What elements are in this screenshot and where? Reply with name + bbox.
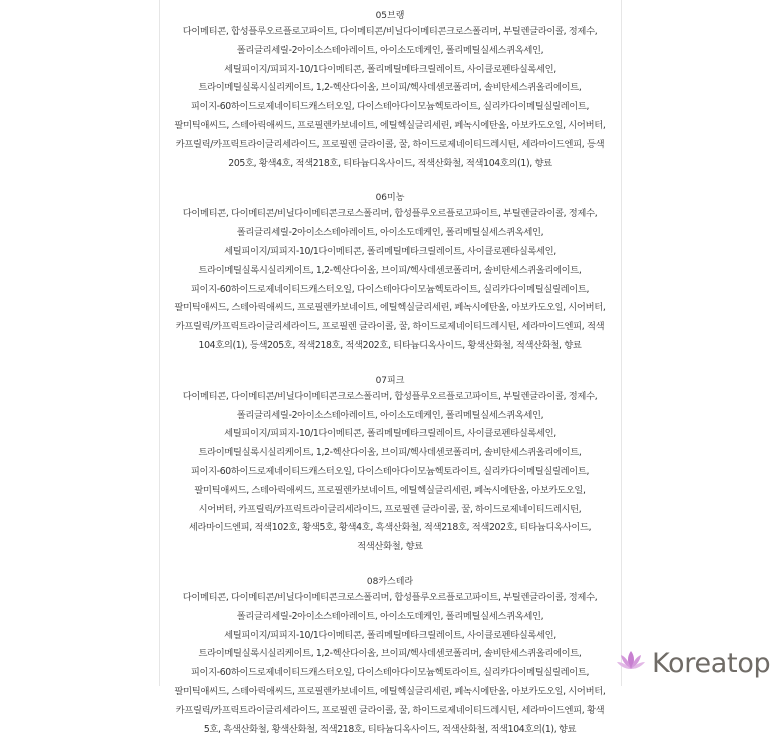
ingredient-line: 트라이메틸실록시실리케이트, 1,2-헥산다이올, 브이피/헥사데센코폴리머, 솔비탄세스퀴올리에이트, [172, 444, 608, 463]
ingredient-line: 시어버터, 카프릴릭/카프릭트라이글리세라이드, 프로필렌 글라이콜, 꿀, 하이드로제네이티드레시틴, [172, 501, 608, 520]
ingredient-line: 다이메티콘, 다이메티콘/비닐다이메티콘크로스폴리머, 합성플루오르플로고파이트, 부틸렌글라이콜, 정제수, [172, 205, 608, 224]
ingredient-line: 폴리글리세릴-2아이소스테아레이트, 아이소도데케인, 폴리메틸실세스퀴옥세인, [172, 224, 608, 243]
ingredient-line: 트라이메틸실록시실리케이트, 1,2-헥산다이올, 브이피/헥사데센코폴리머, 솔비탄세스퀴올리에이트, [172, 79, 608, 98]
shade-block-05 [172, 10, 608, 173]
ingredient-line: 피이지-60하이드로제네이티드캐스터오일, 다이스테아다이모늄헥토라이트, 실리카다이메틸실릴레이트, [172, 281, 608, 300]
ingredient-line: 카프릴릭/카프릭트라이글리세라이드, 프로필렌 글라이콜, 꿀, 하이드로제네이티드레시틴, 세라마이드엔피, 황색 [172, 702, 608, 721]
shade-block-07 [172, 375, 608, 557]
ingredient-line: 카프릴릭/카프릭트라이글리세라이드, 프로필렌 글라이콜, 꿀, 하이드로제네이티드레시틴, 세라마이드엔피, 등색 [172, 136, 608, 155]
ingredient-line: 팔미틱애씨드, 스테아릭애씨드, 프로필렌카보네이트, 에틸헥실글리세린, 페녹시에탄올, 아보카도오일, 시어버터, [172, 299, 608, 318]
ingredient-line: 폴리글리세릴-2아이소스테아레이트, 아이소도데케인, 폴리메틸실세스퀴옥세인, [172, 608, 608, 627]
shade-block-06 [172, 192, 608, 355]
ingredient-line: 다이메티콘, 다이메티콘/비닐다이메티콘크로스폴리머, 합성플루오르플로고파이트, 부틸렌글라이콜, 정제수, [172, 388, 608, 407]
ingredient-line: 트라이메틸실록시실리케이트, 1,2-헥산다이올, 브이피/헥사데센코폴리머, 솔비탄세스퀴올리에이트, [172, 262, 608, 281]
content-left-border [159, 0, 160, 686]
ingredients-list [172, 10, 608, 739]
content-right-border [621, 0, 622, 686]
ingredient-line: 폴리글리세릴-2아이소스테아레이트, 아이소도데케인, 폴리메틸실세스퀴옥세인, [172, 407, 608, 426]
koreatop-watermark [616, 648, 770, 678]
ingredient-line: 세틸피이지/피피지-10/1다이메티콘, 폴리메틸메타크릴레이트, 사이클로펜타실록세인, [172, 243, 608, 262]
ingredient-line: 5호, 흑색산화철, 황색산화철, 적색218호, 티타늄디옥사이드, 적색산화철, 적색104호의(1), 향료 [172, 721, 608, 739]
ingredient-line: 피이지-60하이드로제네이티드캐스터오일, 다이스테아다이모늄헥토라이트, 실리카다이메틸실릴레이트, [172, 98, 608, 117]
lotus-icon [616, 649, 646, 677]
shade-title: 05브랭 [172, 10, 608, 22]
ingredient-line: 피이지-60하이드로제네이티드캐스터오일, 다이스테아다이모늄헥토라이트, 실리카다이메틸실릴레이트, [172, 463, 608, 482]
ingredient-line: 다이메티콘, 합성플루오르플로고파이트, 다이메티콘/비닐다이메티콘크로스폴리머, 부틸렌글라이콜, 정제수, [172, 23, 608, 42]
ingredient-line: 피이지-60하이드로제네이티드캐스터오일, 다이스테아다이모늄헥토라이트, 실리카다이메틸실릴레이트, [172, 664, 608, 683]
ingredient-line: 세틸피이지/피피지-10/1다이메티콘, 폴리메틸메타크릴레이트, 사이클로펜타실록세인, [172, 425, 608, 444]
ingredient-line: 205호, 황색4호, 적색218호, 티타늄디옥사이드, 적색산화철, 적색104호의(1), 향료 [172, 155, 608, 174]
ingredient-line: 폴리글리세릴-2아이소스테아레이트, 아이소도데케인, 폴리메틸실세스퀴옥세인, [172, 42, 608, 61]
ingredient-line: 다이메티콘, 다이메티콘/비닐다이메티콘크로스폴리머, 합성플루오르플로고파이트, 부틸렌글라이콜, 정제수, [172, 589, 608, 608]
shade-block-08 [172, 576, 608, 739]
ingredient-line: 세틸피이지/피피지-10/1다이메티콘, 폴리메틸메타크릴레이트, 사이클로펜타실록세인, [172, 627, 608, 646]
ingredient-line: 세틸피이지/피피지-10/1다이메티콘, 폴리메틸메타크릴레이트, 사이클로펜타실록세인, [172, 61, 608, 80]
logo-text: Koreatop [652, 648, 770, 679]
ingredient-line: 세라마이드엔피, 적색102호, 황색5호, 황색4호, 흑색산화철, 적색218호, 적색202호, 티타늄디옥사이드, [172, 519, 608, 538]
ingredient-line: 104호의(1), 등색205호, 적색218호, 적색202호, 티타늄디옥사이드, 황색산화철, 적색산화철, 향료 [172, 337, 608, 356]
shade-title: 07피크 [172, 375, 608, 387]
ingredient-line: 카프릴릭/카프릭트라이글리세라이드, 프로필렌 글라이콜, 꿀, 하이드로제네이티드레시틴, 세라마이드엔피, 적색 [172, 318, 608, 337]
shade-title: 06미농 [172, 192, 608, 204]
ingredient-line: 적색산화철, 향료 [172, 538, 608, 557]
ingredient-line: 트라이메틸실록시실리케이트, 1,2-헥산다이올, 브이피/헥사데센코폴리머, 솔비탄세스퀴올리에이트, [172, 645, 608, 664]
ingredient-line: 팔미틱애씨드, 스테아릭애씨드, 프로필렌카보네이트, 에틸헥실글리세린, 페녹시에탄올, 아보카도오일, 시어버터, [172, 683, 608, 702]
ingredient-line: 팔미틱애씨드, 스테아릭애씨드, 프로필렌카보네이트, 에틸헥실글리세린, 페녹시에탄올, 아보카도오일, [172, 482, 608, 501]
ingredient-line: 팔미틱애씨드, 스테아릭애씨드, 프로필렌카보네이트, 에틸헥실글리세린, 페녹시에탄올, 아보카도오일, 시어버터, [172, 117, 608, 136]
shade-title: 08카스테라 [172, 576, 608, 588]
